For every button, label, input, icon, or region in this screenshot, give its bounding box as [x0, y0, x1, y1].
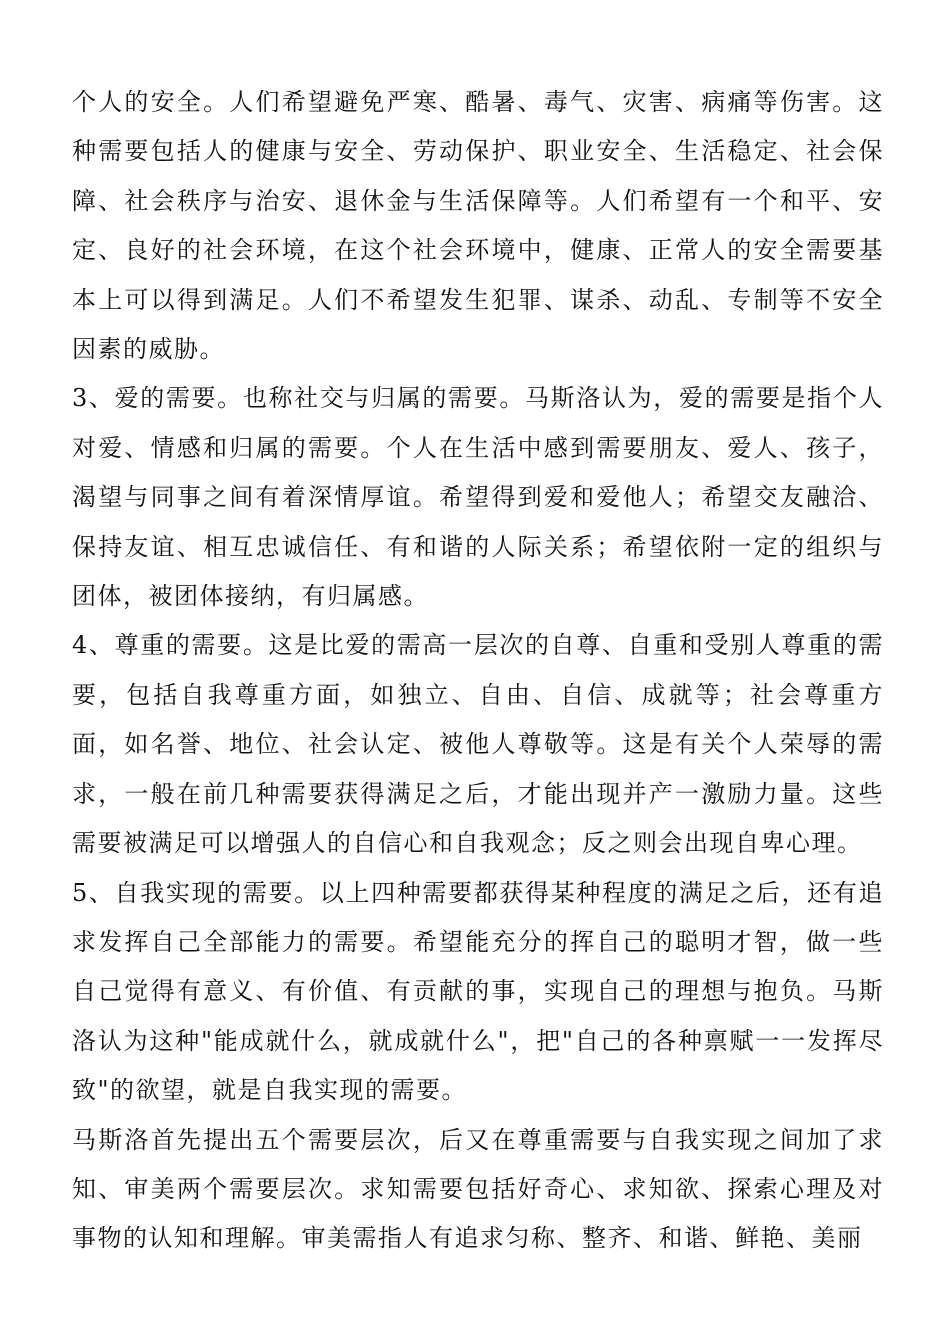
document-body — [72, 78, 884, 1264]
paragraph-safety-need: 个人的安全。人们希望避免严寒、酷暑、毒气、灾害、病痛等伤害。这种需要包括人的健康与安全、劳动保护、职业安全、生活稳定、社会保障、社会秩序与治安、退休金与生活保障等。人们希望有一个和平、安定、良好的社会环境，在这个社会环境中，健康、正常人的安全需要基本上可以得到满足。人们不希望发生犯罪、谋杀、动乱、专制等不安全因素的威胁。 — [72, 88, 884, 364]
paragraph-esteem-need: 4、尊重的需要。这是比爱的需高一层次的自尊、自重和受别人尊重的需要，包括自我尊重方面，如独立、自由、自信、成就等；社会尊重方面，如名誉、地位、社会认定、被他人尊敬等。这是有关个人荣辱的需求，一般在前几种需要获得满足之后，才能出现并产一激励力量。这些需要被满足可以增强人的自信心和自我观念；反之则会出现自卑心理。 — [72, 631, 884, 858]
paragraph-knowledge-aesthetic-needs: 马斯洛首先提出五个需要层次，后又在尊重需要与自我实现之间加了求知、审美两个需要层次。求知需要包括好奇心、求知欲、探索心理及对事物的认知和理解。审美需指人有追求匀称、整齐、和谐、鲜艳、美丽 — [72, 1125, 884, 1253]
paragraph-self-actualization-need: 5、自我实现的需要。以上四种需要都获得某种程度的满足之后，还有追求发挥自己全部能力的需要。希望能充分的挥自己的聪明才智，做一些自己觉得有意义、有价值、有贡献的事，实现自己的理想与抱负。马斯洛认为这种"能成就什么，就成就什么"，把"自己的各种禀赋一一发挥尽致"的欲望，就是自我实现的需要。 — [72, 878, 884, 1105]
paragraph-love-need: 3、爱的需要。也称社交与归属的需要。马斯洛认为，爱的需要是指个人对爱、情感和归属的需要。个人在生活中感到需要朋友、爱人、孩子，渴望与同事之间有着深情厚谊。希望得到爱和爱他人；希望交友融洽、保持友谊、相互忠诚信任、有和谐的人际关系；希望依附一定的组织与团体，被团体接纳，有归属感。 — [72, 384, 884, 611]
